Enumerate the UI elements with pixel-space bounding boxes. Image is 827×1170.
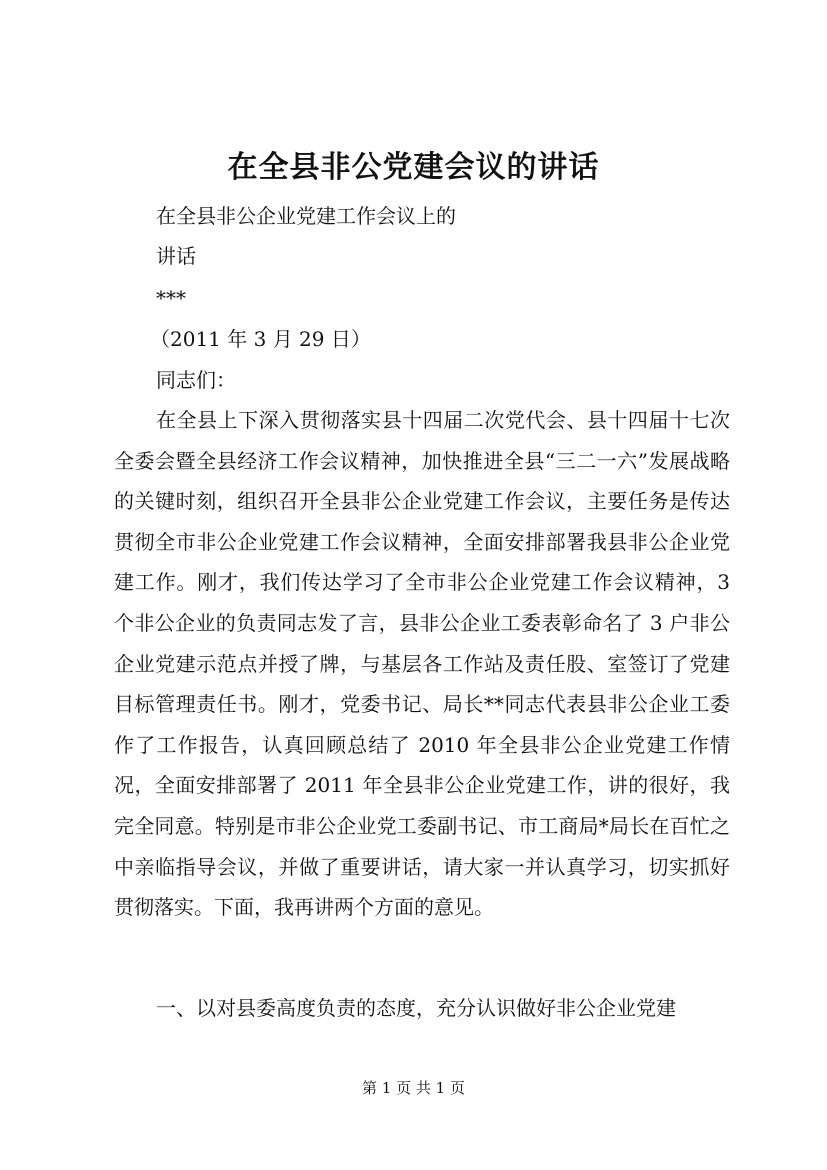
- speaker-name: ***: [156, 286, 186, 310]
- page-number-footer: 第 1 页 共 1 页: [362, 1079, 465, 1097]
- salutation: 同志们：: [156, 368, 236, 392]
- section-heading: 一、以对县委高度负责的态度，充分认识做好非公企业党建: [156, 996, 676, 1020]
- subtitle-line-1: 在全县非公企业党建工作会议上的: [156, 204, 456, 228]
- document-title: 在全县非公党建会议的讲话: [227, 150, 600, 185]
- speech-date: （2011 年 3 月 29 日）: [150, 327, 371, 351]
- body-paragraph: 在全县上下深入贯彻落实县十四届二次党代会、县十四届十七次全委会暨全县经济工作会议精神，加快推进全县“三二一六”发展战略的关键时刻，组织召开全县非公企业党建工作会议，主要任务是传达贯彻全市非公企业党建工作会议精神，全面安排部署我县非公企业党建工作。刚才，我们传达学习了全市非公企业党建工作会议精神，3 个非公企业的负责同志发了言，县非公企业工委表彰命名了 3 户非公企业党建示范点并授了牌，与基层各工作站及责任股、室签订了党建目标管理责任书。刚才，党委书记、局长**同志代表县非公企业工委作了工作报告，认真回顾总结了 2010 年全县非公企业党建工作情况，全面安排部署了 2011 年全县非公企业党建工作，讲的很好，我完全同意。特别是市非公企业党工委副书记、市工商局*局长在百忙之中亲临指导会议，并做了重要讲话，请大家一并认真学习，切实抓好贯彻落实。下面，我再讲两个方面的意见。: [114, 408, 730, 920]
- subtitle-line-2: 讲话: [156, 244, 196, 268]
